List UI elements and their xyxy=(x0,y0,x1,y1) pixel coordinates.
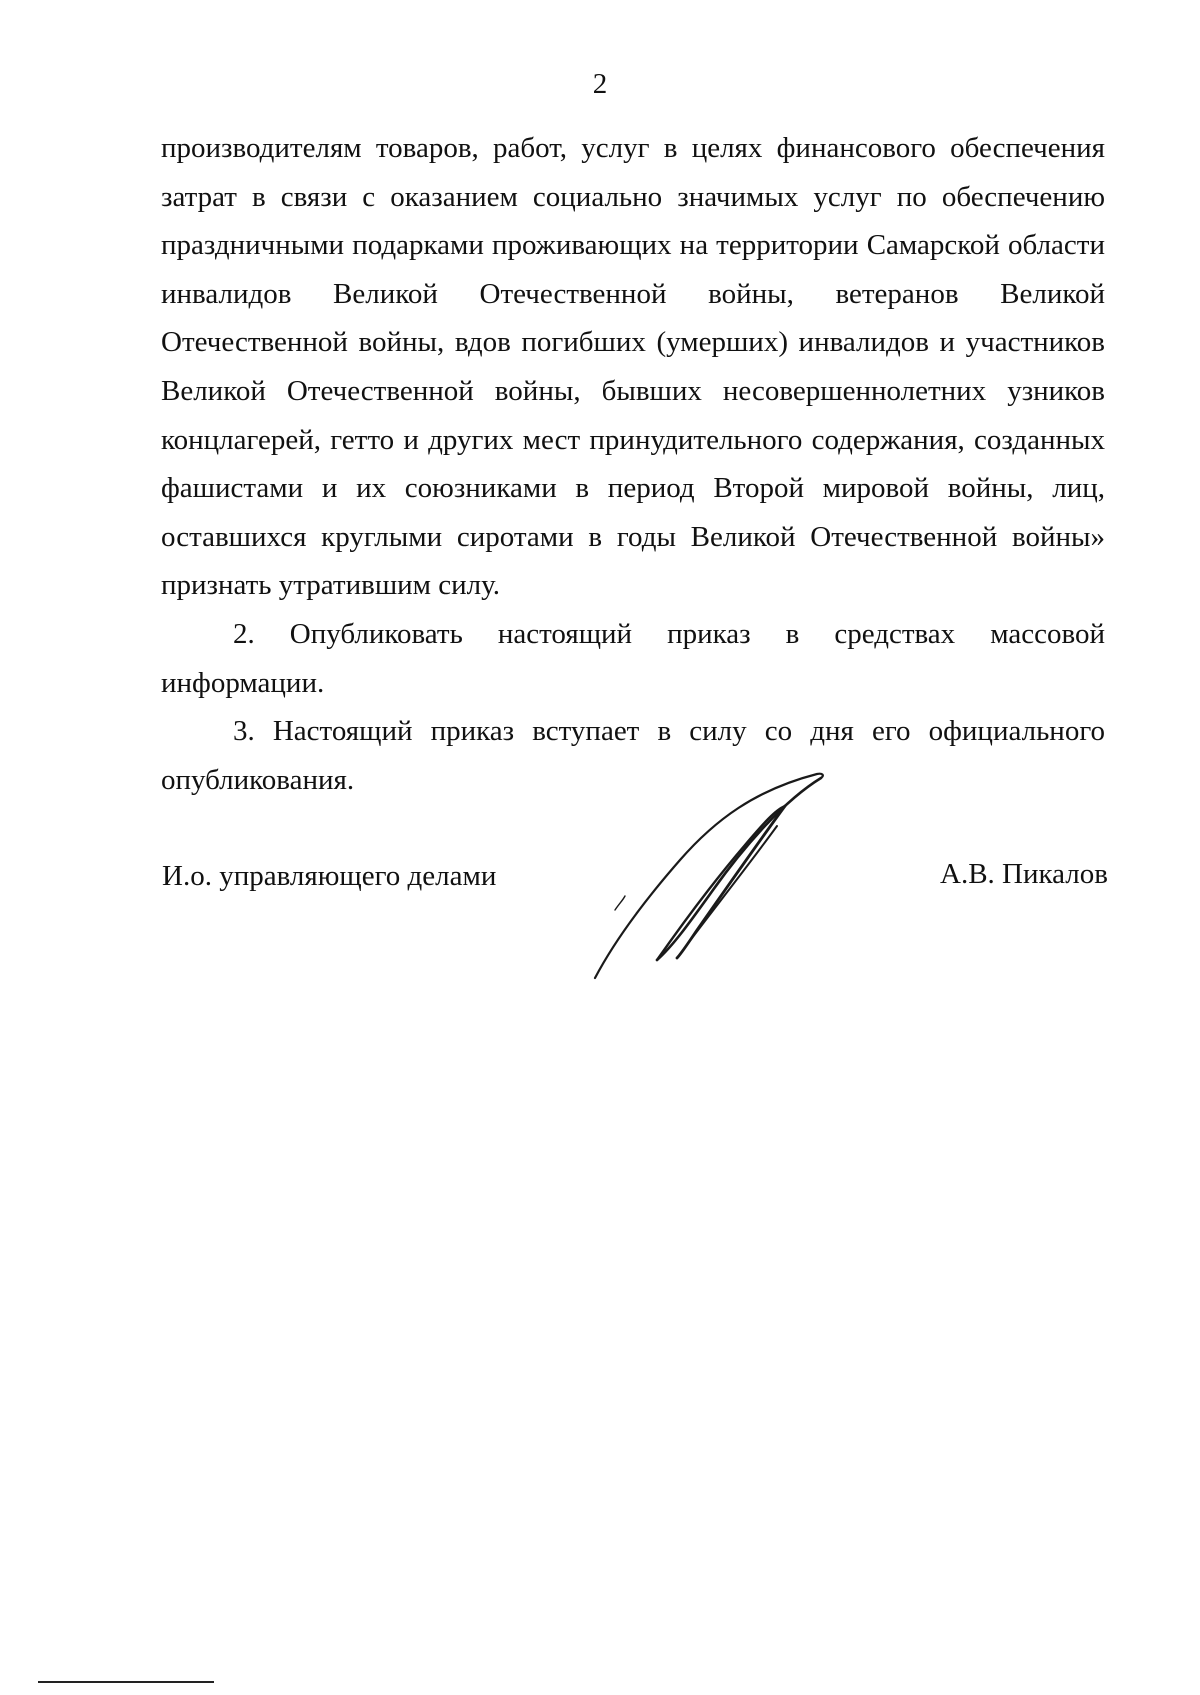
signatory-name: А.В. Пикалов xyxy=(940,858,1108,890)
body-paragraph-item-3: 3. Настоящий приказ вступает в силу со дня его официального опубликования. xyxy=(161,715,1105,796)
document-body xyxy=(161,124,1105,804)
body-paragraph-item-2: 2. Опубликовать настоящий приказ в средствах массовой информации. xyxy=(161,617,1105,699)
handwritten-signature-icon xyxy=(585,760,885,990)
body-paragraph-continuation: производителям товаров, работ, услуг в целях финансового обеспечения затрат в связи с оказанием социально значимых услуг по обеспечению праздничными подарками проживающих на территории Самарской области инвалидов Великой Отечественной войны, ветеранов Великой Отечественной войны, вдов погибших (умерших) инвалидов и участников Великой Отечественной войны, бывших несовершеннолетних узников концлагерей, гетто и других мест принудительного содержания, созданных фашистами и их союзниками в период Второй мировой войны, лиц, оставшихся круглыми сиротами в годы Великой Отечественной войны» признать утратившим силу. xyxy=(161,132,1105,602)
footer-divider xyxy=(38,1681,214,1683)
page-number: 2 xyxy=(592,68,608,100)
signatory-role: И.о. управляющего делами xyxy=(162,860,497,892)
